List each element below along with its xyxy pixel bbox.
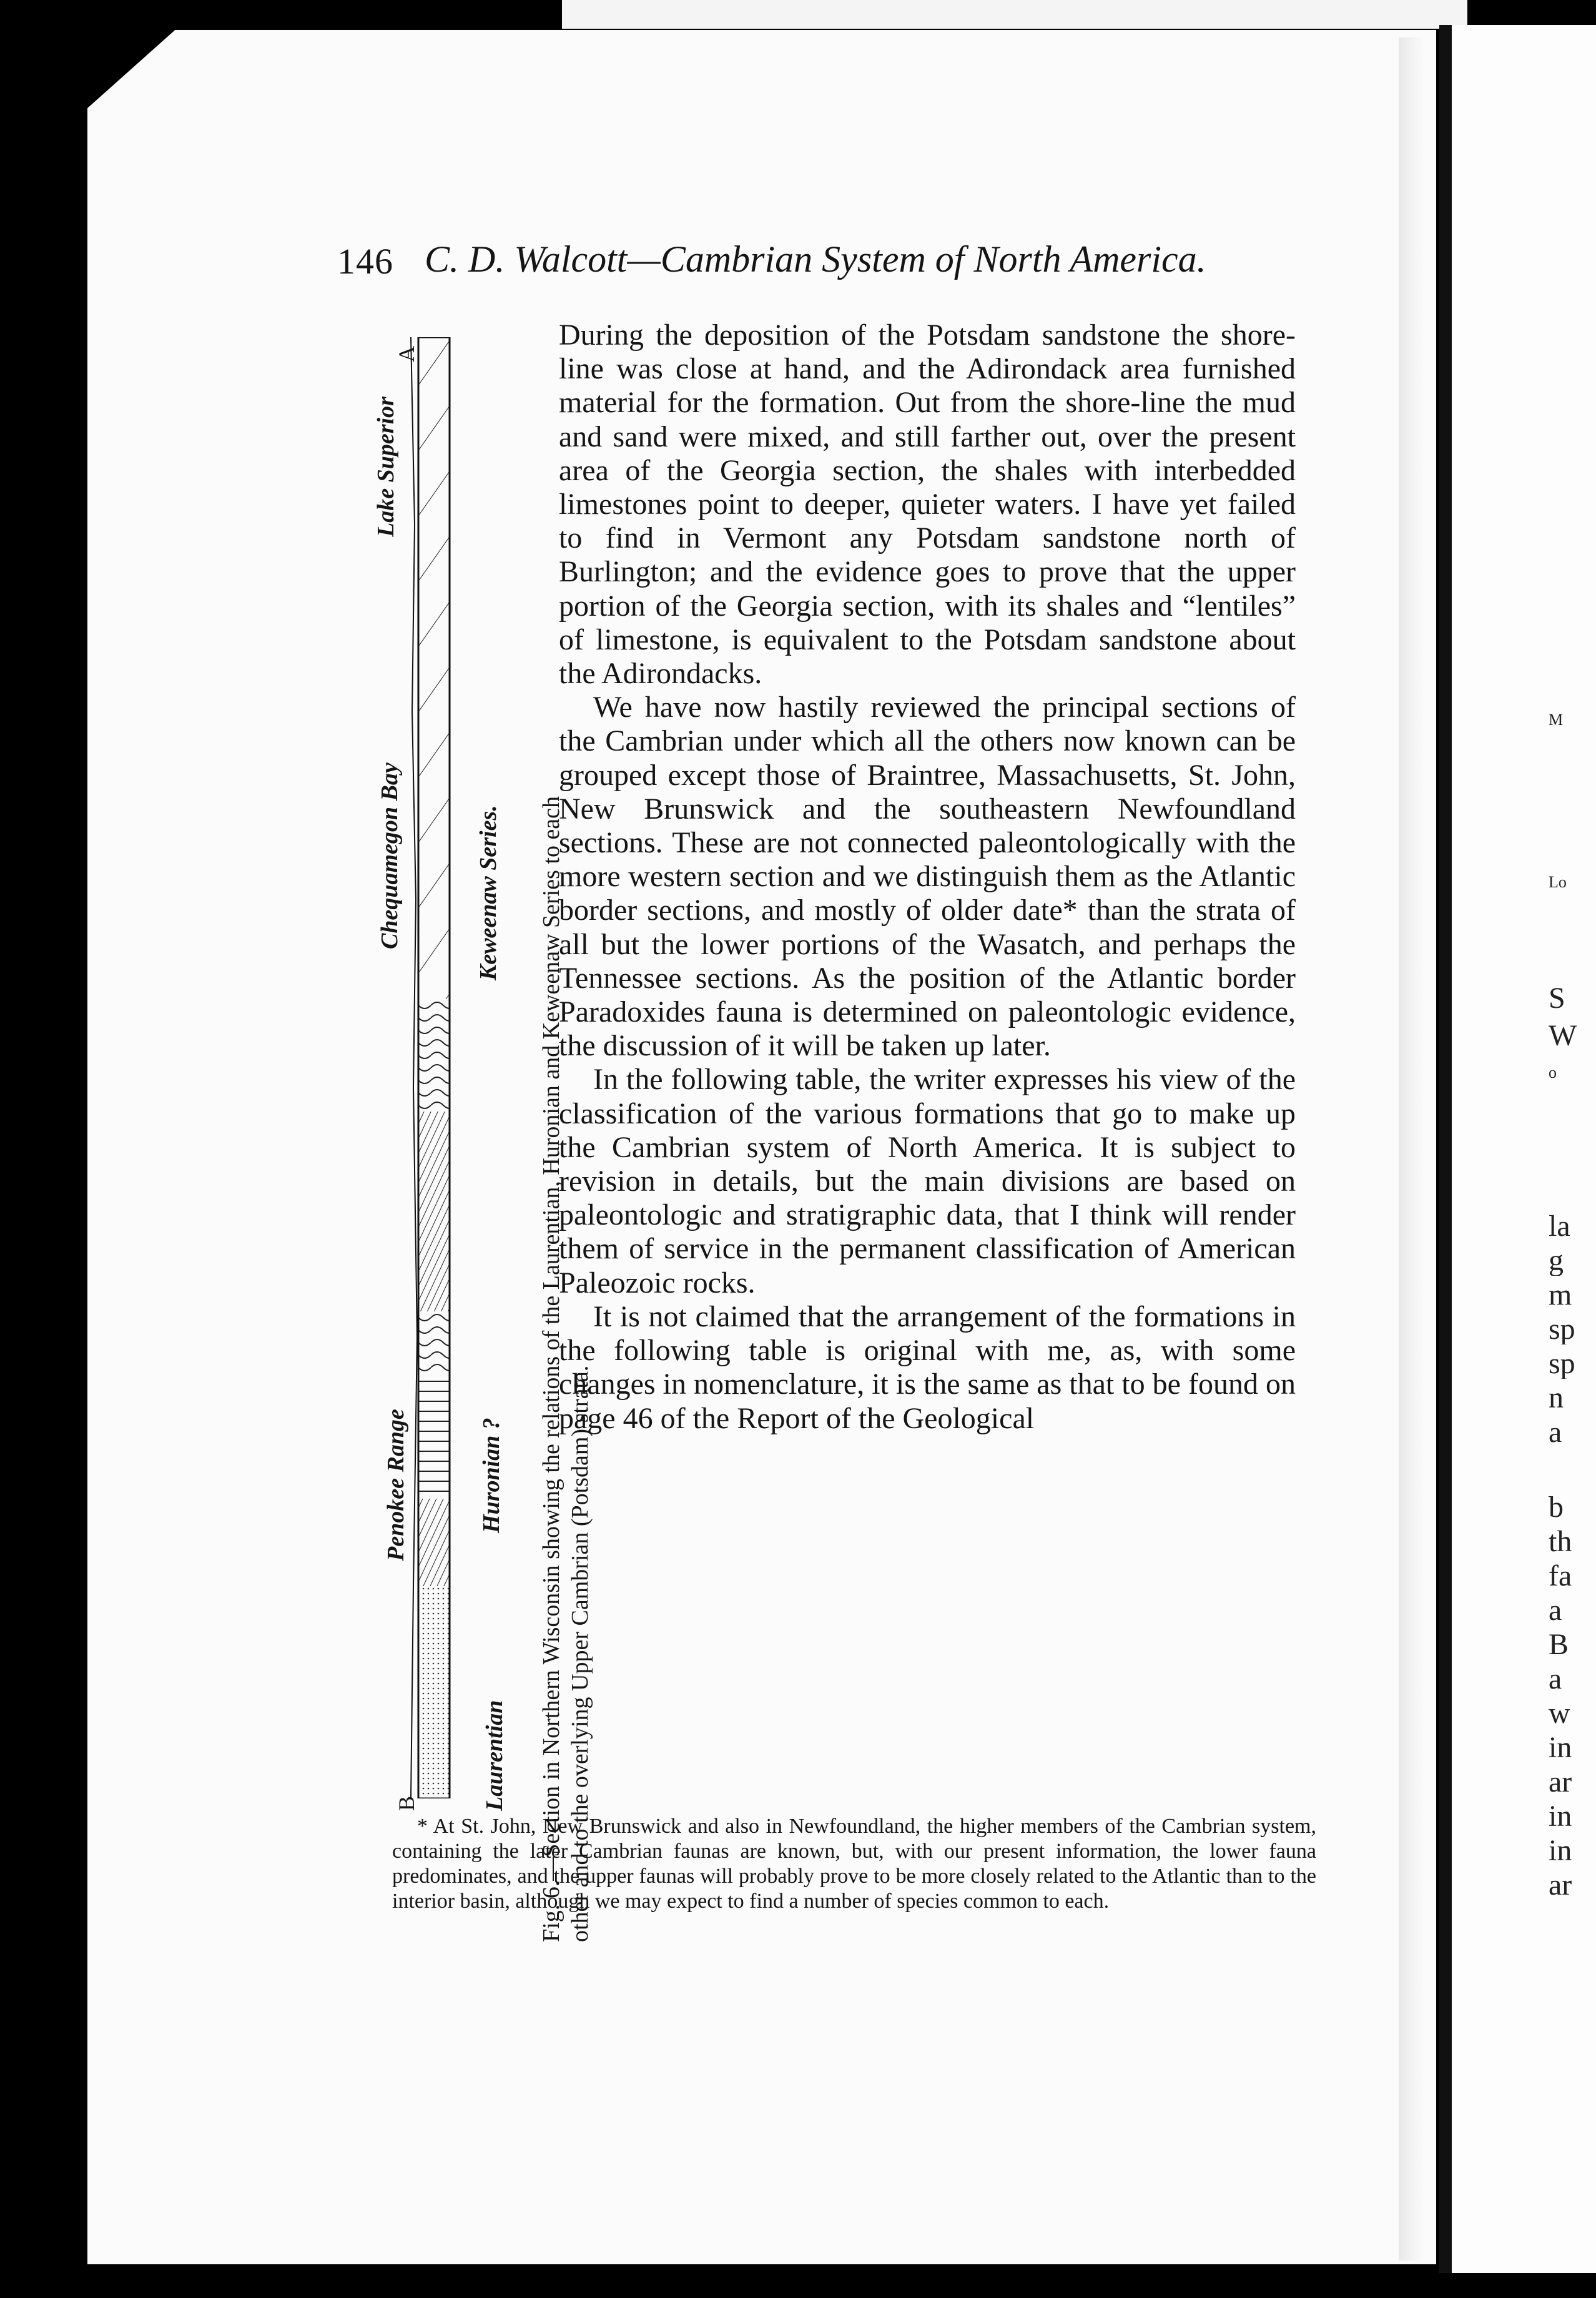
label-penokee-range: Penokee Range (383, 1409, 409, 1561)
facing-page-fragment: ar (1549, 1767, 1572, 1797)
footnote-text: * At St. John, New Brunswick and also in Newfoundland, the higher members of the Cambrian system, containing the later Cambrian faunas are known, but, with our present information, the lower fauna predominates, and the upper faunas will probably prove to be more closely related to the Atlantic than to the interior basin, although we may expect to find a number of species common to each. (392, 1815, 1316, 1913)
facing-page-fragment: in (1549, 1802, 1572, 1832)
facing-page-fragment: W (1549, 1021, 1577, 1051)
facing-page-fragment: Lo (1549, 874, 1567, 890)
facing-page-fragment: th (1549, 1527, 1572, 1557)
facing-page-fragment: sp (1549, 1314, 1575, 1344)
section-diagram (406, 337, 456, 1798)
dense-strata (418, 1112, 450, 1311)
facing-page-fragment: w (1549, 1699, 1570, 1728)
facing-page-fragment: B (1549, 1630, 1569, 1660)
facing-page-fragment: n (1549, 1383, 1564, 1413)
keweenaw-strata (418, 337, 450, 999)
facing-page-fragment: M (1549, 712, 1564, 728)
facing-page-fragment: la (1549, 1211, 1570, 1241)
facing-page-fragment: S (1549, 984, 1565, 1013)
facing-page-fragment: sp (1549, 1349, 1575, 1379)
paragraph: We have now hastily reviewed the principal sections of the Cambrian under which all the others now known can be grouped except those of Braintree, Massachusetts, St. John, New Brunswick and the southeastern Newfoundland sections. These are not connected paleontologically with the more western section and we distinguish them as the Atlantic border sections, and mostly of older date* than the strata of all but the lower portions of the Wasatch, and perhaps the Tennessee sections. As the position of the Atlantic border Paradoxides fauna is determined on paleontologic evidence, the discussion of it will be taken up later. (559, 691, 1296, 1063)
facing-page-fragment: a (1549, 1418, 1562, 1447)
paragraph: During the deposition of the Potsdam sandstone the shore-line was close at hand, and the Adirondack area furnished material for the formation. Out from the shore-line the mud and sand were mixed, and still farther out, over the present area of the Georgia section, the shales with interbedded limestones point to deeper, quieter waters. I have yet failed to find in Vermont any Potsdam sandstone north of Burlington; and the evidence goes to prove that the upper portion of the Georgia section, with its shales and “lentiles” of limestone, is equivalent to the Potsdam sandstone about the Adirondacks. (559, 318, 1296, 691)
folded-strata (418, 1311, 450, 1374)
end-label-a: A (394, 346, 419, 362)
body-text (559, 318, 1296, 1808)
page-number: 146 (337, 241, 393, 282)
label-huronian: Huronian ? (478, 1418, 505, 1533)
facing-page (1452, 25, 1596, 2273)
surface-profile (411, 337, 417, 1798)
facing-page-fragment: o (1549, 1065, 1557, 1081)
book-gutter (1439, 25, 1452, 2273)
label-chequamegon-bay: Chequamegon Bay (377, 762, 403, 949)
footnote (392, 1814, 1316, 1914)
label-lake-superior: Lake Superior (373, 397, 399, 537)
facing-page-fragment: g (1549, 1246, 1564, 1276)
page-header (337, 240, 1249, 297)
facing-page-fragment: fa (1549, 1561, 1572, 1591)
page-edge-shadow (1399, 37, 1424, 2261)
facing-page-fragment: m (1549, 1280, 1572, 1310)
facing-page-fragment: b (1549, 1492, 1564, 1522)
paragraph: In the following table, the writer expresses his view of the classification of the various formations that go to make up the Cambrian system of North America. It is subject to revision in details, but the main divisions are based on paleontologic and stratigraphic data, that I think will render them of service in the permanent classification of American Paleozoic rocks. (559, 1063, 1296, 1299)
facing-page-fragment: a (1549, 1664, 1562, 1694)
end-label-b: B (394, 1795, 419, 1811)
facing-page-fragment: ar (1549, 1870, 1572, 1900)
scan-background-strip (562, 0, 1467, 29)
caption-line: Fig. 6.—Section in Northern Wisconsin showing the relations of the Laurentian, Huronian and Keweenaw Series to each (538, 796, 564, 1942)
contact-zone (418, 999, 450, 1112)
label-laurentian: Laurentian (481, 1700, 508, 1811)
label-keweenaw-series: Keweenaw Series. (475, 805, 501, 980)
facing-page-fragment: in (1549, 1836, 1572, 1866)
caption-line: other and to the overlying Upper Cambrian (Potsdam) strata. (567, 1365, 593, 1942)
facing-page-fragment: a (1549, 1595, 1562, 1625)
laurentian-basement (418, 1586, 450, 1798)
penokee-strata (418, 1499, 450, 1586)
running-title: C. D. Walcott—Cambrian System of North America. (425, 239, 1206, 280)
facing-page-fragment: in (1549, 1733, 1572, 1763)
huronian-strata (418, 1374, 450, 1499)
paragraph: It is not claimed that the arrangement of the formations in the following table is original with me, as, with some changes in nomenclature, it is the same as that to be found on page 46 of the Report of the Geological (559, 1299, 1296, 1435)
